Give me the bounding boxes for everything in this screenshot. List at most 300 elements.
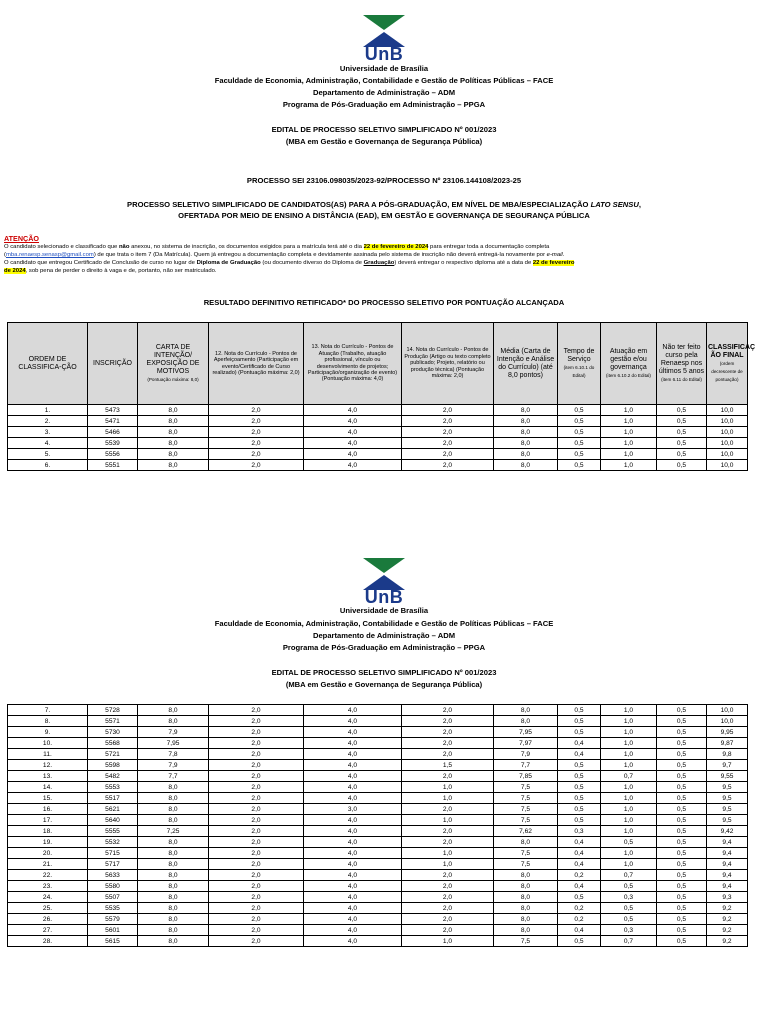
table-cell: 15. <box>8 793 88 804</box>
table-cell: 0,5 <box>657 438 707 449</box>
table-cell: 5568 <box>88 738 138 749</box>
table-cell: 4,0 <box>304 826 402 837</box>
table-cell: 9,4 <box>707 837 748 848</box>
table-cell: 2,0 <box>402 903 494 914</box>
table-cell: 2,0 <box>209 826 304 837</box>
table-cell: 0,5 <box>657 859 707 870</box>
table-cell: 1,0 <box>601 727 657 738</box>
table-cell: 12. <box>8 760 88 771</box>
attention-line2: (mba.renaesp.senasp@gmail.com) de que trata o item 7 (Da Matrícula). Quem já entregou a documentação completa e devidamente assinada pelo sistema de inscrição não deverá entregá-la novamente por e-mail. <box>4 252 565 258</box>
table-cell: 9,4 <box>707 881 748 892</box>
table-cell: 9,55 <box>707 771 748 782</box>
table-cell: 8,0 <box>138 903 209 914</box>
table-cell: 7,5 <box>494 815 558 826</box>
table-cell: 0,5 <box>558 438 601 449</box>
table-cell: 4,0 <box>304 925 402 936</box>
table-cell: 0,5 <box>558 427 601 438</box>
table-cell: 10,0 <box>707 438 748 449</box>
table-cell: 10. <box>8 738 88 749</box>
table-cell: 2,0 <box>209 914 304 925</box>
attention-line4: de 2024, sob pena de perder o direito à vaga e de, portanto, não ser matriculado. <box>4 268 217 274</box>
table-cell: 9,5 <box>707 815 748 826</box>
table-cell: 0,7 <box>601 771 657 782</box>
table-cell: 5532 <box>88 837 138 848</box>
table-cell: 10,0 <box>707 427 748 438</box>
table-cell: 8,0 <box>138 416 209 427</box>
table-cell: 5482 <box>88 771 138 782</box>
table-cell: 5556 <box>88 449 138 460</box>
table-cell: 4,0 <box>304 848 402 859</box>
table-cell: 7,95 <box>138 738 209 749</box>
table-cell: 24. <box>8 892 88 903</box>
col-header-renaesp: Não ter feito curso pela Renaesp nos últimos 5 anos (item 6.11 do Edital) <box>657 323 707 405</box>
table-cell: 4,0 <box>304 727 402 738</box>
table-row <box>8 903 748 914</box>
table-row <box>8 760 748 771</box>
table-cell: 2,0 <box>209 727 304 738</box>
table-cell: 0,5 <box>657 427 707 438</box>
table-cell: 0,5 <box>558 793 601 804</box>
table-cell: 2,0 <box>209 848 304 859</box>
table-cell: 0,4 <box>558 859 601 870</box>
table-cell: 2,0 <box>402 427 494 438</box>
table-row <box>8 848 748 859</box>
faculty-name-2: Faculdade de Economia, Administração, Contabilidade e Gestão de Políticas Públicas – FACE <box>214 619 554 628</box>
table-cell: 0,5 <box>657 804 707 815</box>
table-cell: 1,0 <box>402 936 494 947</box>
processo-number: PROCESSO SEI 23106.098035/2023-92/PROCESSO Nº 23106.144108/2023-25 <box>246 176 522 185</box>
unb-logo-icon-2 <box>363 558 405 590</box>
table-cell: 1,0 <box>601 738 657 749</box>
table-cell: 7,5 <box>494 936 558 947</box>
table-cell: 8,0 <box>138 449 209 460</box>
table-cell: 1,0 <box>601 427 657 438</box>
selection-title-line1: PROCESSO SELETIVO SIMPLIFICADO DE CANDIDATOS(AS) PARA A PÓS-GRADUAÇÃO, EM NÍVEL DE MBA/ESPECIALIZAÇÃO LATO SENSU, <box>127 200 641 209</box>
table-cell: 7,25 <box>138 826 209 837</box>
table-cell: 4,0 <box>304 738 402 749</box>
table-cell: 0,2 <box>558 903 601 914</box>
table-cell: 5535 <box>88 903 138 914</box>
table-cell: 4,0 <box>304 936 402 947</box>
table-row <box>8 892 748 903</box>
mba-subtitle-2: (MBA em Gestão e Governança de Segurança Pública) <box>285 680 483 689</box>
table-cell: 8,0 <box>494 892 558 903</box>
table-cell: 0,5 <box>558 760 601 771</box>
table-row <box>8 460 748 471</box>
table-cell: 7,7 <box>138 771 209 782</box>
table-cell: 8,0 <box>138 892 209 903</box>
table-cell: 0,5 <box>558 892 601 903</box>
table-cell: 0,4 <box>558 925 601 936</box>
table-cell: 2,0 <box>209 705 304 716</box>
table-cell: 0,5 <box>657 892 707 903</box>
table-cell: 9,5 <box>707 782 748 793</box>
table-cell: 1,0 <box>601 782 657 793</box>
table-cell: 2,0 <box>209 749 304 760</box>
table-cell: 7,5 <box>494 859 558 870</box>
table-cell: 0,5 <box>657 903 707 914</box>
table-cell: 5571 <box>88 716 138 727</box>
table-cell: 0,4 <box>558 881 601 892</box>
faculty-name: Faculdade de Economia, Administração, Contabilidade e Gestão de Políticas Públicas – FACE <box>214 76 554 85</box>
unb-logo-text-2: UnB <box>364 587 404 607</box>
table-cell: 2,0 <box>402 837 494 848</box>
table-cell: 0,5 <box>558 449 601 460</box>
col-header-gestao: Atuação em gestão e/ou governança (item 6.10.2 do Edital) <box>601 323 657 405</box>
table-cell: 2,0 <box>402 771 494 782</box>
table-cell: 4,0 <box>304 405 402 416</box>
table-cell: 9,4 <box>707 859 748 870</box>
table-cell: 2,0 <box>402 416 494 427</box>
table-cell: 14. <box>8 782 88 793</box>
table-cell: 1,0 <box>601 438 657 449</box>
table-cell: 8,0 <box>494 438 558 449</box>
table-cell: 0,5 <box>657 405 707 416</box>
table-cell: 2,0 <box>209 716 304 727</box>
table-cell: 0,5 <box>657 716 707 727</box>
table-cell: 7,5 <box>494 804 558 815</box>
table-cell: 1,0 <box>601 705 657 716</box>
table-cell: 0,5 <box>657 848 707 859</box>
table-cell: 5728 <box>88 705 138 716</box>
results-table-page1 <box>7 322 756 471</box>
table-cell: 2,0 <box>209 760 304 771</box>
table-cell: 2,0 <box>402 749 494 760</box>
table-cell: 0,5 <box>558 936 601 947</box>
table-cell: 0,5 <box>657 815 707 826</box>
table-cell: 2,0 <box>402 438 494 449</box>
table-cell: 10,0 <box>707 449 748 460</box>
table-cell: 5466 <box>88 427 138 438</box>
table-cell: 2,0 <box>402 925 494 936</box>
table-cell: 26. <box>8 914 88 925</box>
table-cell: 8,0 <box>138 427 209 438</box>
col-header-tempo: Tempo de Serviço (item 6.10.1 do Edital) <box>558 323 601 405</box>
table-cell: 4,0 <box>304 427 402 438</box>
table-cell: 10,0 <box>707 405 748 416</box>
unb-logo-text: UnB <box>364 44 404 64</box>
table-cell: 9,42 <box>707 826 748 837</box>
table-row <box>8 716 748 727</box>
table-cell: 11. <box>8 749 88 760</box>
table-cell: 5539 <box>88 438 138 449</box>
table-cell: 4,0 <box>304 859 402 870</box>
table-cell: 8,0 <box>138 925 209 936</box>
table-cell: 4,0 <box>304 416 402 427</box>
result-title: RESULTADO DEFINITIVO RETIFICADO* DO PROCESSO SELETIVO POR PONTUAÇÃO ALCANÇADA <box>203 298 565 307</box>
table-cell: 2,0 <box>209 460 304 471</box>
table-cell: 3. <box>8 427 88 438</box>
table-row <box>8 914 748 925</box>
table-cell: 4,0 <box>304 815 402 826</box>
table-cell: 9,2 <box>707 936 748 947</box>
table-row <box>8 793 748 804</box>
table-cell: 2,0 <box>209 771 304 782</box>
table-cell: 2,0 <box>402 914 494 925</box>
table-cell: 10,0 <box>707 716 748 727</box>
table-cell: 8,0 <box>138 815 209 826</box>
table-row <box>8 782 748 793</box>
col-header-aperfeicoamento: 12. Nota do Currículo - Pontos de Aperfeiçoamento (Participação em evento/Certificado de Curso realizado) (Pontuação máxima: 2,0) <box>209 323 304 405</box>
table-cell: 8,0 <box>494 870 558 881</box>
table-cell: 19. <box>8 837 88 848</box>
department-name: Departamento de Administração – ADM <box>312 88 456 97</box>
col-header-atuacao: 13. Nota do Currículo - Pontos de Atuação (Trabalho, atuação profissional, vínculo ou desenvolvimento de projetos; Participação/organização de evento) (Pontuação máxima: 4,0) <box>304 323 402 405</box>
table-cell: 0,5 <box>657 760 707 771</box>
table-row <box>8 771 748 782</box>
table-row <box>8 881 748 892</box>
attention-line3: O candidato que entregou Certificado de Conclusão de curso no lugar de Diploma de Graduação (ou documento diverso do Diploma de Graduação) deverá entregar o respectivo diploma até a data de 22 de fevereiro <box>4 260 575 266</box>
table-row <box>8 826 748 837</box>
table-cell: 2,0 <box>402 405 494 416</box>
table-cell: 8. <box>8 716 88 727</box>
table-cell: 0,5 <box>657 925 707 936</box>
table-cell: 8,0 <box>494 881 558 892</box>
table-cell: 4,0 <box>304 903 402 914</box>
table-row <box>8 438 748 449</box>
table-cell: 2,0 <box>402 738 494 749</box>
table-cell: 9,2 <box>707 925 748 936</box>
table-row <box>8 925 748 936</box>
table-cell: 0,5 <box>657 749 707 760</box>
table-cell: 0,5 <box>657 727 707 738</box>
email-link[interactable]: mba.renaesp.senasp@gmail.com <box>5 252 94 258</box>
table-cell: 0,7 <box>601 936 657 947</box>
table-cell: 8,0 <box>494 925 558 936</box>
table-cell: 4,0 <box>304 705 402 716</box>
table-cell: 4. <box>8 438 88 449</box>
table-cell: 1. <box>8 405 88 416</box>
table-cell: 4,0 <box>304 749 402 760</box>
table-cell: 0,5 <box>657 705 707 716</box>
table-cell: 8,0 <box>138 782 209 793</box>
attention-note <box>4 235 764 275</box>
table-cell: 4,0 <box>304 914 402 925</box>
table-cell: 0,4 <box>558 837 601 848</box>
table-row <box>8 738 748 749</box>
table-cell: 5551 <box>88 460 138 471</box>
table-cell: 4,0 <box>304 771 402 782</box>
table-cell: 9,2 <box>707 914 748 925</box>
table-cell: 8,0 <box>138 405 209 416</box>
table-cell: 5579 <box>88 914 138 925</box>
table-cell: 4,0 <box>304 881 402 892</box>
table-cell: 7,9 <box>138 760 209 771</box>
table-cell: 5633 <box>88 870 138 881</box>
col-header-carta: CARTA DE INTENÇÃO/ EXPOSIÇÃO DE MOTIVOS (Pontuação máxima: 8,0) <box>138 323 209 405</box>
table-cell: 5555 <box>88 826 138 837</box>
table-cell: 2,0 <box>402 881 494 892</box>
table-cell: 0,5 <box>601 881 657 892</box>
table-cell: 8,0 <box>138 804 209 815</box>
table-cell: 5553 <box>88 782 138 793</box>
table-cell: 25. <box>8 903 88 914</box>
table-cell: 9,2 <box>707 903 748 914</box>
table-cell: 0,4 <box>558 848 601 859</box>
table-cell: 20. <box>8 848 88 859</box>
table-cell: 0,3 <box>601 892 657 903</box>
table-cell: 1,0 <box>601 460 657 471</box>
table-cell: 0,5 <box>657 793 707 804</box>
table-cell: 2,0 <box>402 449 494 460</box>
table-cell: 0,5 <box>558 782 601 793</box>
table-cell: 9,87 <box>707 738 748 749</box>
table-cell: 5717 <box>88 859 138 870</box>
col-header-media: Média (Carta de Intenção e Análise do Currículo) (até 8,0 pontos) <box>494 323 558 405</box>
table-cell: 8,0 <box>494 449 558 460</box>
table-cell: 2,0 <box>209 815 304 826</box>
table-row <box>8 837 748 848</box>
table-cell: 2,0 <box>209 438 304 449</box>
table-cell: 8,0 <box>138 837 209 848</box>
attention-line1: O candidato selecionado e classificado que não anexou, no sistema de inscrição, os documentos exigidos para a matrícula terá até o dia 22 de fevereiro de 2024 para entregar toda a documentação completa <box>4 244 550 250</box>
table-cell: 1,5 <box>402 760 494 771</box>
table-cell: 2,0 <box>402 826 494 837</box>
table-cell: 2,0 <box>209 837 304 848</box>
program-name-2: Programa de Pós-Graduação em Administração – PPGA <box>282 643 486 652</box>
table-cell: 7,62 <box>494 826 558 837</box>
table-cell: 4,0 <box>304 782 402 793</box>
table-cell: 4,0 <box>304 793 402 804</box>
table-cell: 18. <box>8 826 88 837</box>
table-cell: 23. <box>8 881 88 892</box>
table-cell: 0,5 <box>657 826 707 837</box>
table-cell: 1,0 <box>601 859 657 870</box>
table-cell: 1,0 <box>601 416 657 427</box>
table-cell: 5621 <box>88 804 138 815</box>
table-cell: 0,5 <box>558 416 601 427</box>
edital-title: EDITAL DE PROCESSO SELETIVO SIMPLIFICADO Nº 001/2023 <box>271 125 497 134</box>
table-row <box>8 859 748 870</box>
table-cell: 0,5 <box>558 815 601 826</box>
table-cell: 13. <box>8 771 88 782</box>
table-cell: 2,0 <box>402 892 494 903</box>
table-cell: 8,0 <box>138 848 209 859</box>
table-cell: 5730 <box>88 727 138 738</box>
table-cell: 1,0 <box>601 815 657 826</box>
table-cell: 0,5 <box>657 460 707 471</box>
table-cell: 2,0 <box>402 460 494 471</box>
table-cell: 8,0 <box>138 793 209 804</box>
table-cell: 10,0 <box>707 705 748 716</box>
table-cell: 1,0 <box>402 859 494 870</box>
table-cell: 5580 <box>88 881 138 892</box>
attention-label: ATENÇÃO <box>4 234 40 243</box>
table-cell: 2,0 <box>209 903 304 914</box>
table-cell: 7,7 <box>494 760 558 771</box>
table-cell: 8,0 <box>138 914 209 925</box>
col-header-inscricao: INSCRIÇÃO <box>88 323 138 405</box>
table-cell: 17. <box>8 815 88 826</box>
table-cell: 8,0 <box>138 705 209 716</box>
table-cell: 2,0 <box>402 727 494 738</box>
table-row <box>8 749 748 760</box>
col-header-final: CLASSIFICAÇ ÃO FINAL (ordem decrescente de pontuação) <box>707 323 748 405</box>
table-cell: 4,0 <box>304 460 402 471</box>
table-cell: 0,5 <box>558 727 601 738</box>
table-cell: 0,5 <box>558 705 601 716</box>
table-cell: 1,0 <box>601 793 657 804</box>
mba-subtitle: (MBA em Gestão e Governança de Segurança Pública) <box>285 137 483 146</box>
university-name-2: Universidade de Brasília <box>339 606 429 615</box>
table-cell: 9,5 <box>707 793 748 804</box>
table-cell: 5473 <box>88 405 138 416</box>
table-cell: 8,0 <box>494 903 558 914</box>
table-cell: 9,4 <box>707 848 748 859</box>
table-cell: 0,5 <box>657 738 707 749</box>
table-cell: 5507 <box>88 892 138 903</box>
table-cell: 0,5 <box>558 460 601 471</box>
table-cell: 0,5 <box>601 903 657 914</box>
table-cell: 4,0 <box>304 716 402 727</box>
table-cell: 0,4 <box>558 738 601 749</box>
table-cell: 0,5 <box>558 804 601 815</box>
table-cell: 7,5 <box>494 793 558 804</box>
table-row <box>8 815 748 826</box>
university-name: Universidade de Brasília <box>339 64 429 73</box>
table-cell: 7,5 <box>494 848 558 859</box>
table-row <box>8 804 748 815</box>
table-row <box>8 705 748 716</box>
table-cell: 28. <box>8 936 88 947</box>
table-cell: 4,0 <box>304 449 402 460</box>
table-cell: 9,7 <box>707 760 748 771</box>
table-cell: 0,7 <box>601 870 657 881</box>
table-row <box>8 427 748 438</box>
table-cell: 2,0 <box>209 859 304 870</box>
table-cell: 6. <box>8 460 88 471</box>
table-row <box>8 727 748 738</box>
table-row <box>8 449 748 460</box>
table-cell: 9,5 <box>707 804 748 815</box>
table-row <box>8 405 748 416</box>
table-cell: 8,0 <box>494 405 558 416</box>
table-cell: 1,0 <box>601 749 657 760</box>
table-cell: 2,0 <box>209 936 304 947</box>
table-cell: 0,5 <box>558 405 601 416</box>
table-cell: 5517 <box>88 793 138 804</box>
table-cell: 8,0 <box>494 460 558 471</box>
table-row <box>8 870 748 881</box>
table-cell: 0,5 <box>558 716 601 727</box>
table-cell: 5. <box>8 449 88 460</box>
table-cell: 0,3 <box>601 925 657 936</box>
table-cell: 2,0 <box>209 449 304 460</box>
table-cell: 4,0 <box>304 892 402 903</box>
table-cell: 1,0 <box>402 848 494 859</box>
table-cell: 0,5 <box>657 881 707 892</box>
table-cell: 2,0 <box>209 804 304 815</box>
table-cell: 0,5 <box>657 782 707 793</box>
table-cell: 2,0 <box>209 782 304 793</box>
table-cell: 5471 <box>88 416 138 427</box>
table-cell: 1,0 <box>601 848 657 859</box>
table-cell: 7,9 <box>138 727 209 738</box>
table-cell: 4,0 <box>304 870 402 881</box>
col-header-producao: 14. Nota do Currículo - Pontos de Produção (Artigo ou texto completo publicado; Projeto, relatório ou produção técnica) (Pontuação máxima: 2,0) <box>402 323 494 405</box>
table-cell: 2,0 <box>209 881 304 892</box>
table-cell: 1,0 <box>402 793 494 804</box>
col-header-order: ORDEM DE CLASSIFICA-ÇÃO <box>8 323 88 405</box>
table-cell: 8,0 <box>138 859 209 870</box>
table-cell: 7,8 <box>138 749 209 760</box>
table-cell: 4,0 <box>304 837 402 848</box>
table-cell: 1,0 <box>601 716 657 727</box>
table-cell: 1,0 <box>601 405 657 416</box>
table-cell: 1,0 <box>601 804 657 815</box>
table-cell: 8,0 <box>494 837 558 848</box>
table-cell: 27. <box>8 925 88 936</box>
